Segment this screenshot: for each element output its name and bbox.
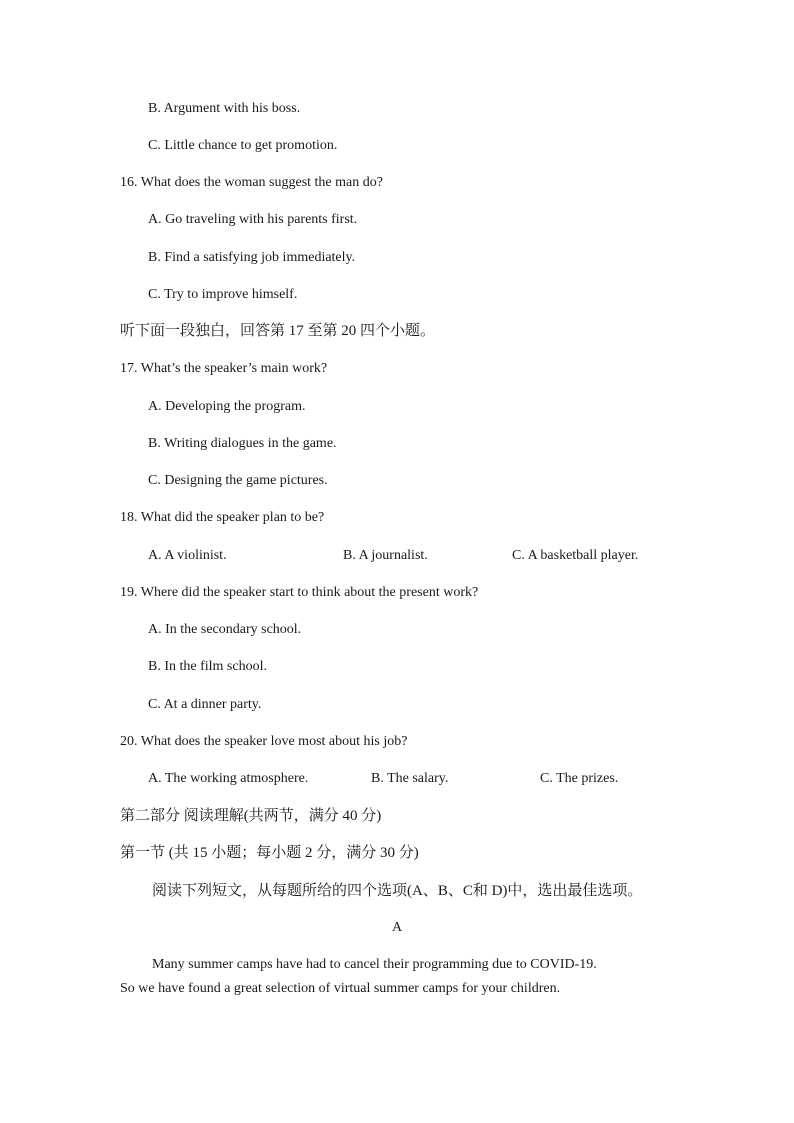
passage-line-1: Many summer camps have had to cancel their programming due to COVID-19. xyxy=(152,957,597,972)
reading-instruction: 阅读下列短文，从每题所给的四个选项(A、B、C和 D)中，选出最佳选项。 xyxy=(152,883,643,899)
q15-option-c: C. Little chance to get promotion. xyxy=(148,138,338,153)
q19-option-c: C. At a dinner party. xyxy=(148,697,262,712)
q16-option-a: A. Go traveling with his parents first. xyxy=(148,212,358,227)
part2-heading: 第二部分 阅读理解(共两节，满分 40 分) xyxy=(120,808,382,824)
q17-option-c: C. Designing the game pictures. xyxy=(148,473,328,488)
q18-option-c: C. A basketball player. xyxy=(512,548,639,563)
q20-question: 20. What does the speaker love most about his job? xyxy=(120,734,408,749)
q19-option-a: A. In the secondary school. xyxy=(148,622,302,637)
q17-option-b: B. Writing dialogues in the game. xyxy=(148,436,337,451)
passage-label: A xyxy=(391,920,403,935)
section1-heading: 第一节 (共 15 小题；每小题 2 分，满分 30 分) xyxy=(120,845,419,861)
q16-question: 16. What does the woman suggest the man do? xyxy=(120,175,383,190)
passage-line-2: So we have found a great selection of virtual summer camps for your children. xyxy=(120,981,561,996)
q20-option-c: C. The prizes. xyxy=(540,771,619,786)
monologue-instruction: 听下面一段独白，回答第 17 至第 20 四个小题。 xyxy=(120,323,436,339)
q18-question: 18. What did the speaker plan to be? xyxy=(120,510,325,525)
q18-option-a: A. A violinist. xyxy=(148,548,227,563)
q16-option-b: B. Find a satisfying job immediately. xyxy=(148,250,356,265)
q17-question: 17. What’s the speaker’s main work? xyxy=(120,361,328,376)
q17-option-a: A. Developing the program. xyxy=(148,399,306,414)
q16-option-c: C. Try to improve himself. xyxy=(148,287,298,302)
q18-option-b: B. A journalist. xyxy=(343,548,428,563)
q15-option-b: B. Argument with his boss. xyxy=(148,101,301,116)
q20-option-a: A. The working atmosphere. xyxy=(148,771,309,786)
q20-option-b: B. The salary. xyxy=(371,771,449,786)
q19-option-b: B. In the film school. xyxy=(148,659,267,674)
q19-question: 19. Where did the speaker start to think about the present work? xyxy=(120,585,479,600)
